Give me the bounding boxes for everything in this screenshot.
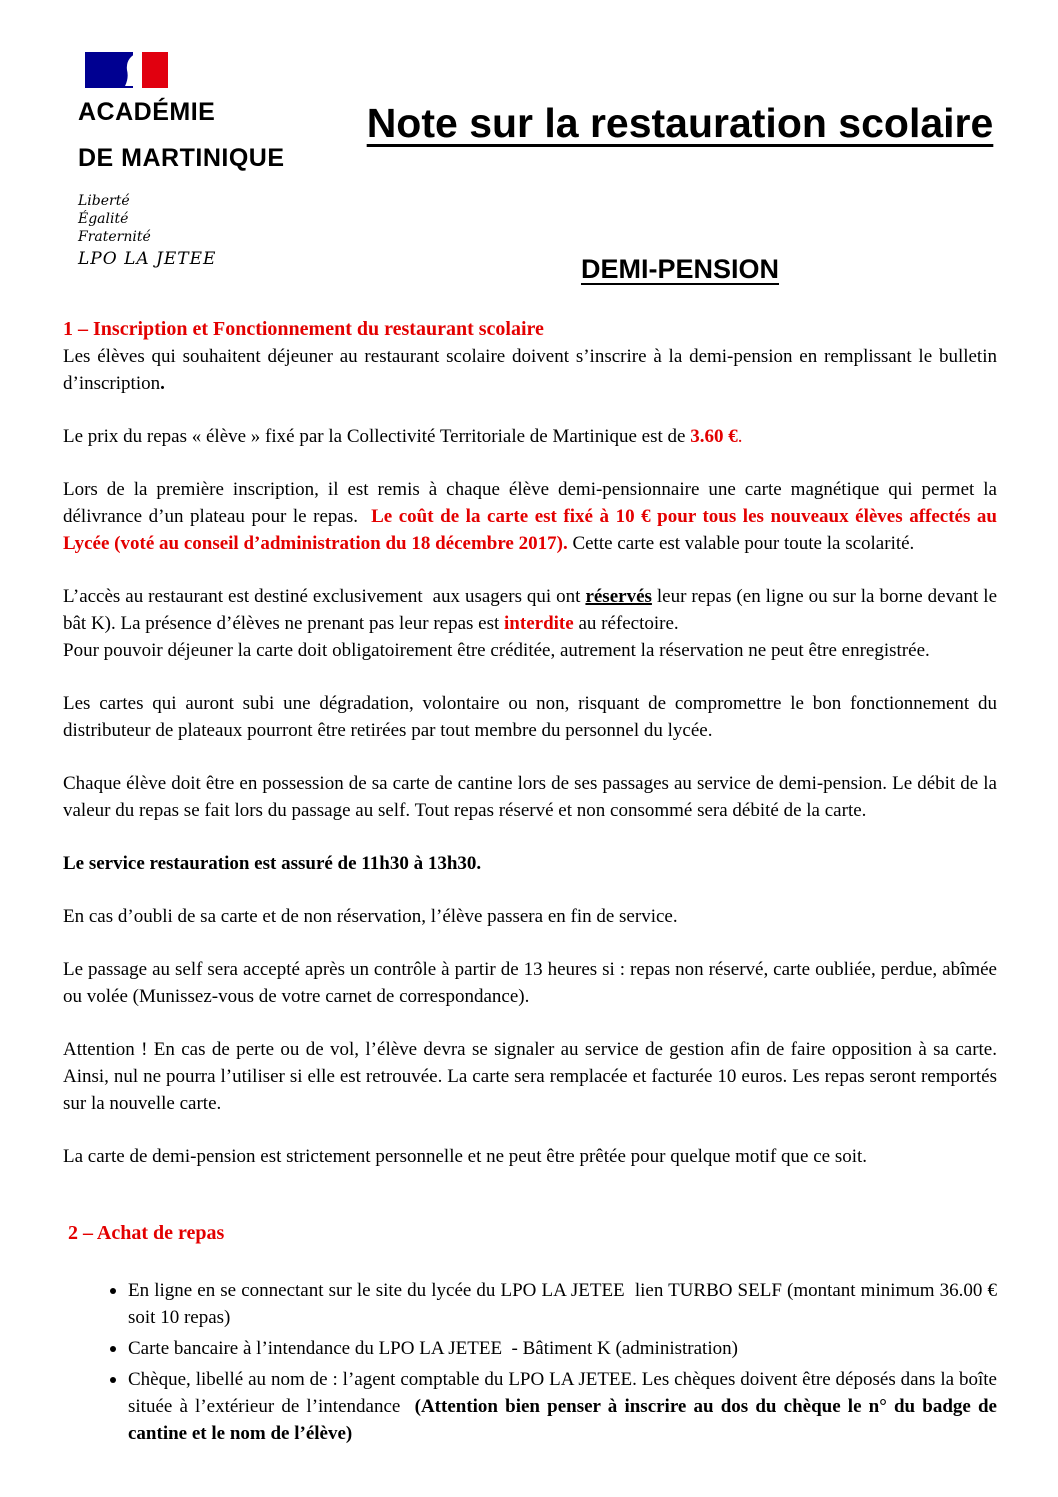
paragraph bbox=[63, 476, 1002, 557]
paragraph bbox=[63, 1036, 1002, 1117]
paragraph bbox=[63, 690, 1002, 744]
document-body bbox=[63, 316, 1002, 1451]
motto-egalite: Égalité bbox=[78, 211, 129, 227]
text-run: Pour pouvoir déjeuner la carte doit obligatoirement être créditée, autrement la réservation ne peut être enregistrée. bbox=[63, 640, 930, 661]
paragraph bbox=[63, 343, 1002, 397]
bullet-item bbox=[110, 1335, 997, 1362]
republic-motto bbox=[78, 192, 378, 246]
title-block bbox=[340, 100, 1020, 284]
paragraph bbox=[63, 956, 1002, 1010]
motto-fraternite: Fraternité bbox=[78, 229, 151, 245]
document-subtitle: DEMI-PENSION bbox=[580, 254, 780, 284]
document-title: Note sur la restauration scolaire bbox=[366, 100, 994, 146]
paragraph bbox=[63, 583, 1002, 637]
text-run: La carte de demi-pension est strictement personnelle et ne peut être prêtée pour quelque motif que ce soit. bbox=[63, 1146, 868, 1167]
text-run: réservés bbox=[585, 586, 652, 607]
text-run: Les élèves qui souhaitent déjeuner au restaurant scolaire doivent s’inscrire à la demi-pension en remplissant le bulletin d’inscription bbox=[63, 346, 1002, 394]
text-run: Le service restauration est assuré de 11h30 à 13h30. bbox=[63, 853, 482, 874]
text-run: L’accès au restaurant est destiné exclusivement aux usagers qui ont bbox=[63, 586, 586, 607]
text-run: Chèque, libellé au nom de : l’agent comptable du LPO LA JETEE. Les chèques doivent être déposés dans la boîte située à l’extérieur de l’intendance bbox=[128, 1369, 1002, 1417]
text-run: Attention ! En cas de perte ou de vol, l’élève devra se signaler au service de gestion afin de faire opposition à sa carte. Ainsi, nul ne pourra l’utiliser si elle est retrouvée. La carte sera remplacée et facturée 10 euros. Les repas seront remportés sur la nouvelle carte. bbox=[63, 1039, 1002, 1114]
paragraph bbox=[63, 850, 997, 877]
paragraph bbox=[63, 770, 1002, 824]
text-run: Les cartes qui auront subi une dégradation, volontaire ou non, risquant de compromettre le bon fonctionnement du distributeur de plateaux pourront être retirées par tout membre du personnel du lycée. bbox=[63, 693, 1002, 741]
text-run: Lors de la première inscription, il est remis à chaque élève demi-pensionnaire une carte magnétique qui permet la délivrance d’un plateau pour le repas. bbox=[63, 479, 1002, 527]
bullet-list bbox=[63, 1277, 1002, 1447]
text-run: au réfectoire. bbox=[573, 613, 679, 634]
flag-red-panel bbox=[142, 52, 168, 88]
paragraph bbox=[63, 1143, 997, 1170]
text-run: Carte bancaire à l’intendance du LPO LA JETEE - Bâtiment K (administration) bbox=[128, 1338, 738, 1359]
section-heading: 2 – Achat de repas bbox=[68, 1222, 225, 1244]
text-run: 3.60 € bbox=[690, 426, 738, 447]
text-run: En ligne en se connectant sur le site du lycée du LPO LA JETEE lien TURBO SELF (montant minimum 36.00 € soit 10 repas) bbox=[128, 1280, 1002, 1328]
bullet-item bbox=[110, 1366, 1002, 1447]
text-run: interdite bbox=[504, 613, 574, 634]
motto-liberte: Liberté bbox=[78, 193, 130, 209]
marianne-silhouette-icon bbox=[121, 52, 143, 88]
text-run: Le prix du repas « élève » fixé par la Collectivité Territoriale de Martinique est de bbox=[63, 426, 691, 447]
school-name: LPO LA JETEE bbox=[78, 249, 217, 269]
paragraph bbox=[63, 637, 997, 664]
text-run: (Attention bien penser à inscrire au dos du chèque le n° du badge de cantine et le nom de l’élève) bbox=[128, 1396, 1002, 1444]
flag-blue-panel bbox=[85, 52, 133, 88]
text-run: Le passage au self sera accepté après un contrôle à partir de 13 heures si : repas non réservé, carte oubliée, perdue, abîmée ou volée (Munissez-vous de votre carnet de correspondance). bbox=[63, 959, 1002, 1007]
text-run: . bbox=[737, 426, 743, 447]
section-heading: 1 – Inscription et Fonctionnement du restaurant scolaire bbox=[63, 318, 544, 340]
text-run: Chaque élève doit être en possession de sa carte de cantine lors de ses passages au service de demi-pension. Le débit de la valeur du repas se fait lors du passage au self. Tout repas réservé et non consommé sera débité de la carte. bbox=[63, 773, 1002, 821]
academy-name-line1: ACADÉMIE bbox=[78, 98, 216, 126]
text-run: leur repas (en ligne ou sur la borne devant le bât K). La présence d’élèves ne prenant pas leur repas est bbox=[63, 586, 1002, 634]
text-run: . bbox=[160, 373, 165, 394]
text-run: Le coût de la carte est fixé à 10 € pour tous les nouveaux élèves affectés au Lycée (voté au conseil d’administration du 18 décembre 2017). bbox=[63, 506, 1002, 554]
bullet-item bbox=[110, 1277, 1002, 1331]
text-run: Cette carte est valable pour toute la scolarité. bbox=[567, 533, 915, 554]
text-run: En cas d’oubli de sa carte et de non réservation, l’élève passera en fin de service. bbox=[63, 906, 678, 927]
french-flag-icon bbox=[85, 52, 378, 90]
paragraph bbox=[63, 423, 997, 450]
paragraph bbox=[63, 903, 997, 930]
academy-name-line2: DE MARTINIQUE bbox=[78, 144, 285, 172]
academy-logo-block bbox=[78, 52, 378, 269]
